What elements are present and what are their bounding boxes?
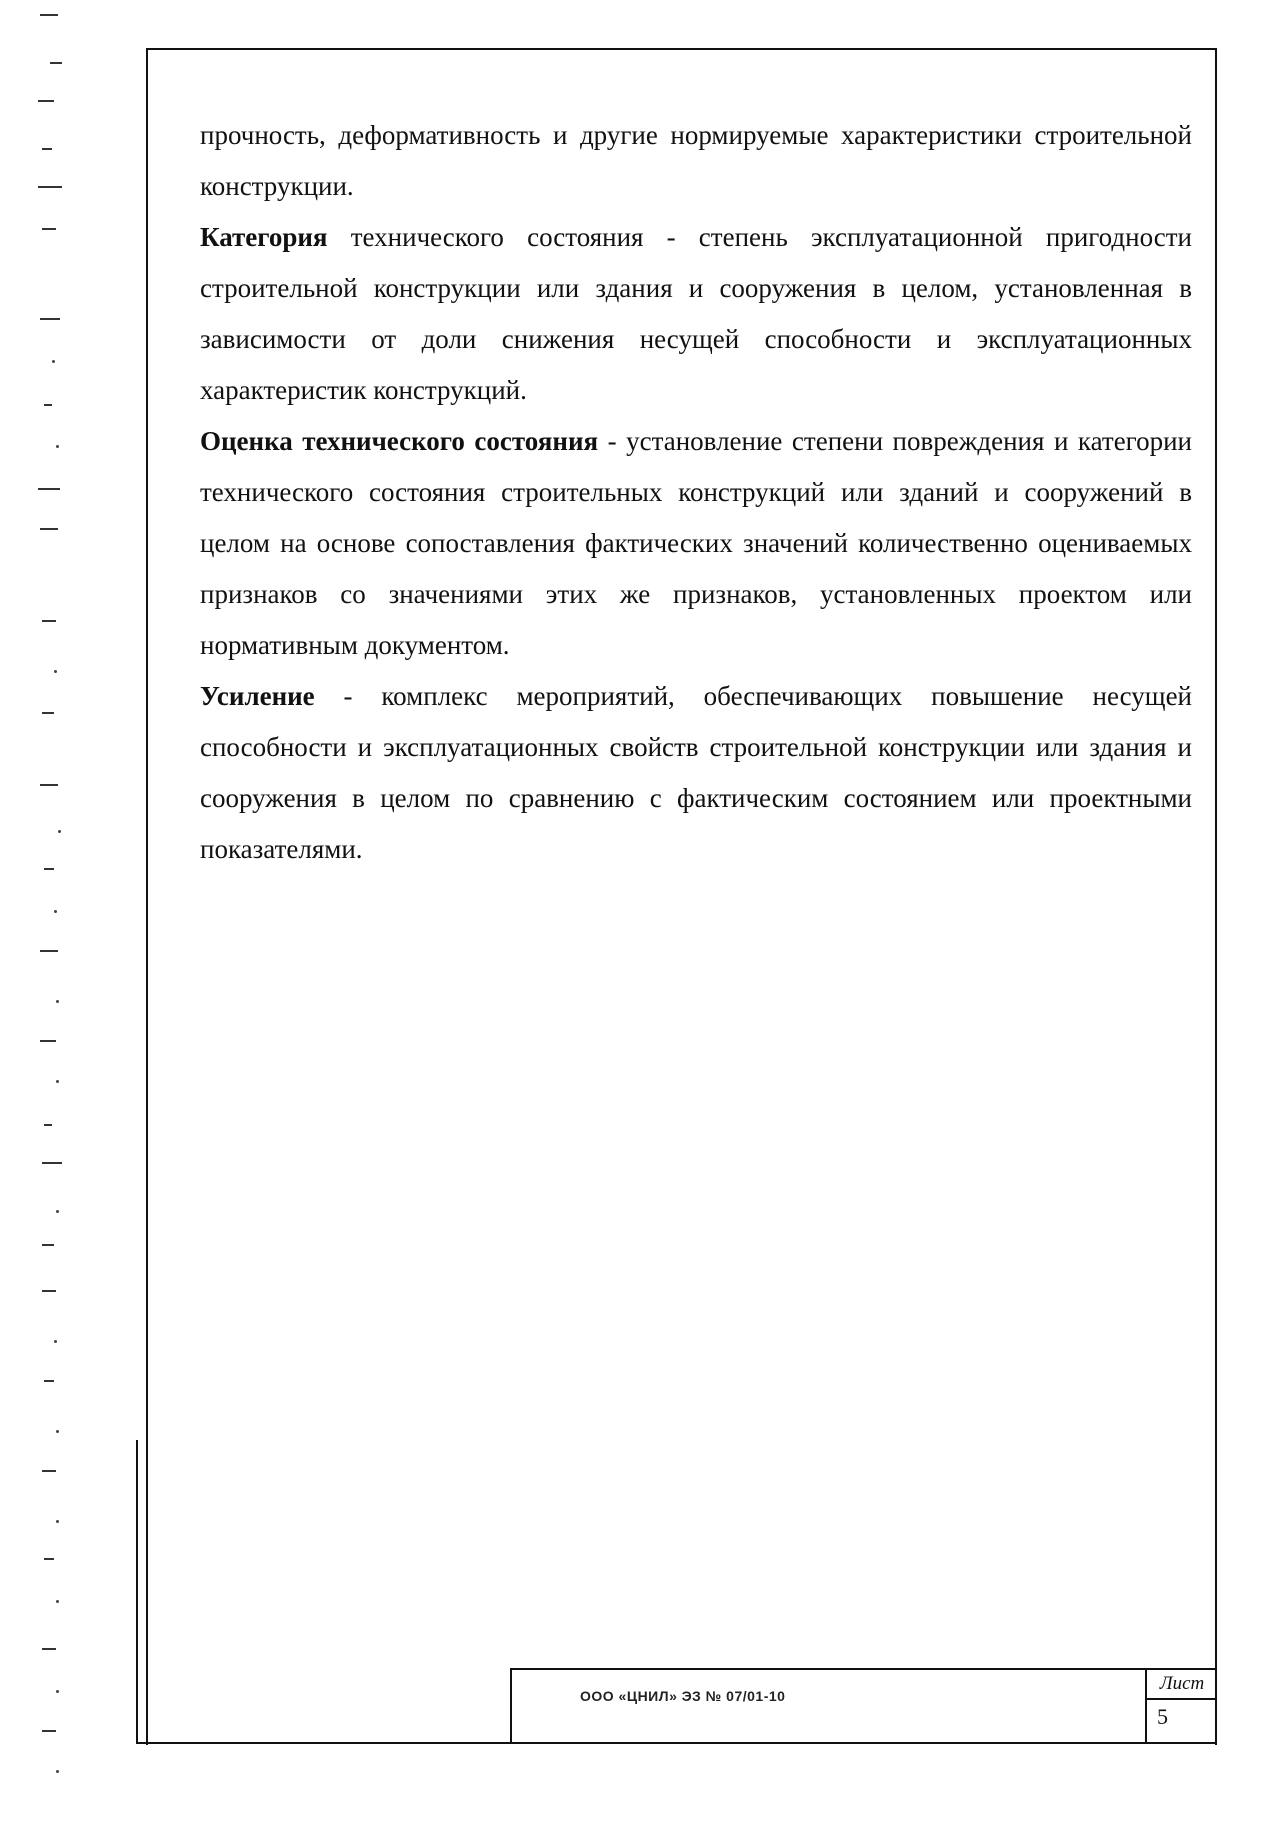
paragraph <box>200 212 1192 416</box>
paragraph <box>200 671 1192 875</box>
title-block <box>510 1668 1217 1744</box>
frame-left-edge <box>136 1440 138 1744</box>
sheet-label: Лист <box>1147 1670 1217 1700</box>
paragraph <box>200 416 1192 671</box>
definition-text: - установление степени повреждения и категории технического состояния строительных конструкций или зданий и сооружений в целом на основе сопоставления фактических значений количественно оцениваемых признаков со значениями этих же признаков, установленных проектом или нормативным документом. <box>200 426 1192 660</box>
definition-text: прочность, деформативность и другие нормируемые характеристики строительной конструкции. <box>200 120 1192 201</box>
definition-text: технического состояния - степень эксплуатационной пригодности строительной конструкции или здания и сооружения в целом, установленная в зависимости от доли снижения несущей способности и эксплуатационных характеристик конструкций. <box>200 222 1192 405</box>
sheet-number: 5 <box>1157 1704 1168 1729</box>
term: Оценка технического состояния <box>200 426 599 456</box>
sheet-box <box>1145 1670 1217 1744</box>
paragraph <box>200 110 1192 212</box>
term: Категория <box>200 222 328 252</box>
term: Усиление <box>200 681 315 711</box>
definition-text: - комплекс мероприятий, обеспечивающих повышение несущей способности и эксплуатационных свойств строительной конструкции или здания и сооружения в целом по сравнению с фактическим состоянием или проектными показателями. <box>200 681 1192 864</box>
document-body <box>200 110 1192 875</box>
scan-margin-artifacts <box>30 0 90 1826</box>
document-code: ООО «ЦНИЛ» ЭЗ № 07/01-10 <box>580 1688 786 1704</box>
